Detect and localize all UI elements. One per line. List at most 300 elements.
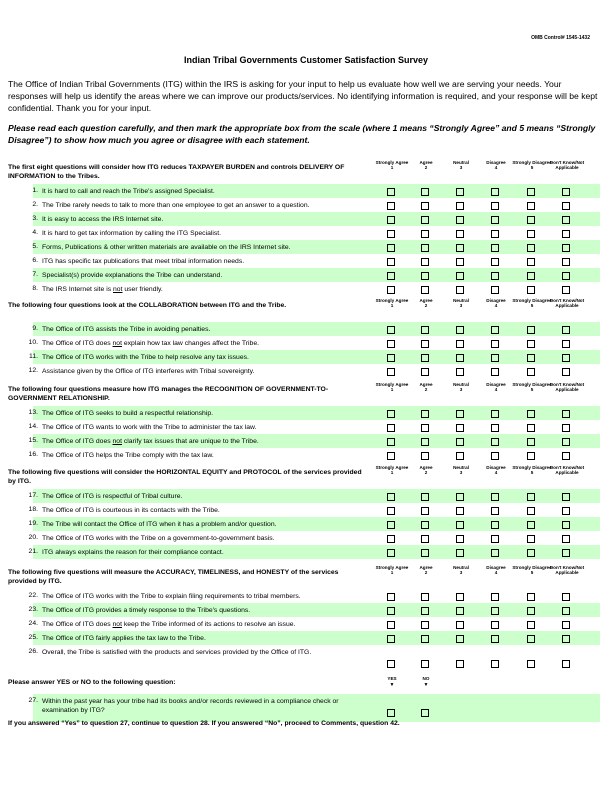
checkbox-strongly-agree[interactable] — [387, 635, 395, 643]
checkbox-strongly-disagree[interactable] — [527, 354, 535, 362]
question-number: 25. — [28, 634, 38, 641]
checkbox-strongly-agree[interactable] — [387, 535, 395, 543]
checkbox-neutral[interactable] — [456, 216, 464, 224]
text-segment: keep the Tribe informed of its actions to resolve an issue. — [121, 621, 296, 628]
checkbox-neutral[interactable] — [456, 521, 464, 529]
question-number: 15. — [28, 437, 38, 444]
checkbox-neutral[interactable] — [456, 535, 464, 543]
checkbox-agree[interactable] — [421, 535, 429, 543]
column-label: Strongly Disagree — [512, 298, 552, 303]
checkbox-strongly-agree[interactable] — [387, 607, 395, 615]
section-title: The first eight questions will consider how ITG reduces TAXPAYER BURDEN and controls DELIVERY OF INFORMATION to the Tribes. — [8, 164, 345, 180]
checkbox-strongly-disagree[interactable] — [527, 424, 535, 432]
checkbox-neutral[interactable] — [456, 340, 464, 348]
column-label: Don't Know/Not Applicable — [549, 465, 585, 476]
text-segment: The Office of ITG seeks to build a respectful relationship. — [42, 410, 214, 417]
omb-control-number: OMB Control# 1545-1432 — [531, 35, 590, 41]
checkbox-strongly-agree[interactable] — [387, 507, 395, 515]
question-number: 11. — [29, 353, 38, 360]
checkbox-agree[interactable] — [421, 368, 429, 376]
checkbox-agree[interactable] — [421, 438, 429, 446]
section-header — [0, 565, 612, 589]
checkbox-dont-know[interactable] — [562, 507, 570, 515]
checkbox-strongly-agree[interactable] — [387, 188, 395, 196]
checkbox-dont-know[interactable] — [562, 424, 570, 432]
column-number: 2 — [424, 570, 428, 576]
question-text — [42, 353, 372, 362]
checkbox-disagree[interactable] — [491, 258, 499, 266]
checkbox-dont-know[interactable] — [562, 188, 570, 196]
column-label: Strongly Disagree — [512, 565, 552, 570]
checkbox-disagree[interactable] — [491, 535, 499, 543]
yes-no-header — [0, 674, 612, 694]
question-text — [42, 339, 372, 348]
checkbox-strongly-agree[interactable] — [387, 452, 395, 460]
question-number: 8. — [32, 285, 38, 292]
column-label: Strongly Agree — [375, 565, 409, 570]
column-number: 5 — [530, 570, 534, 576]
checkbox-strongly-disagree[interactable] — [527, 635, 535, 643]
column-number: 3 — [459, 470, 463, 476]
checkbox-disagree[interactable] — [491, 188, 499, 196]
text-segment: The Office of ITG does — [42, 340, 113, 347]
question-row — [0, 617, 612, 631]
checkbox-neutral[interactable] — [456, 188, 464, 196]
checkbox-agree[interactable] — [421, 607, 429, 615]
survey-section — [0, 298, 612, 378]
checkbox-dont-know[interactable] — [562, 340, 570, 348]
question-number: 18. — [28, 506, 38, 513]
checkbox-neutral[interactable] — [456, 410, 464, 418]
checkbox-strongly-disagree[interactable] — [527, 326, 535, 334]
checkbox-dont-know[interactable] — [562, 258, 570, 266]
checkbox-neutral[interactable] — [456, 438, 464, 446]
text-segment: It is easy to access the IRS Internet site. — [42, 216, 164, 223]
column-label: Agree — [419, 465, 433, 470]
checkbox-agree[interactable] — [421, 244, 429, 252]
yes-checkbox[interactable] — [387, 709, 395, 717]
column-number: 4 — [494, 387, 498, 393]
question-row — [0, 420, 612, 434]
checkbox-neutral[interactable] — [456, 621, 464, 629]
question-number: 27. — [28, 697, 38, 704]
checkbox-strongly-disagree[interactable] — [527, 410, 535, 418]
column-label: Disagree — [486, 565, 506, 570]
checkbox-dont-know[interactable] — [562, 660, 570, 668]
column-header-disagree — [476, 565, 516, 575]
underlined-word: not — [112, 340, 122, 347]
checkbox-dont-know[interactable] — [562, 452, 570, 460]
checkbox-strongly-disagree[interactable] — [527, 230, 535, 238]
checkbox-neutral[interactable] — [456, 202, 464, 210]
column-number: 1 — [390, 387, 394, 393]
column-header-dont-know — [547, 160, 587, 170]
question-row — [0, 364, 612, 378]
checkbox-agree[interactable] — [421, 507, 429, 515]
yes-label: YES — [387, 676, 397, 681]
question-row — [0, 212, 612, 226]
question-row — [0, 517, 612, 531]
question-text — [42, 534, 372, 543]
checkbox-agree[interactable] — [421, 593, 429, 601]
checkbox-dont-know[interactable] — [562, 521, 570, 529]
checkbox-strongly-agree[interactable] — [387, 340, 395, 348]
checkbox-strongly-disagree[interactable] — [527, 368, 535, 376]
checkbox-strongly-agree[interactable] — [387, 621, 395, 629]
checkbox-agree[interactable] — [421, 340, 429, 348]
question-row — [0, 448, 612, 462]
question-text — [42, 451, 372, 460]
checkbox-dont-know[interactable] — [562, 272, 570, 280]
checkbox-strongly-agree[interactable] — [387, 424, 395, 432]
checkbox-disagree[interactable] — [491, 493, 499, 501]
text-segment: The Office of ITG works with the Tribe on a government-to-government basis. — [42, 535, 275, 542]
checkbox-dont-know[interactable] — [562, 549, 570, 557]
question-number: 7. — [32, 271, 38, 278]
checkbox-agree[interactable] — [421, 286, 429, 294]
question-text — [42, 520, 372, 529]
checkbox-strongly-agree[interactable] — [387, 549, 395, 557]
checkbox-agree[interactable] — [421, 521, 429, 529]
checkbox-dont-know[interactable] — [562, 230, 570, 238]
column-number: 1 — [390, 303, 394, 309]
checkbox-disagree[interactable] — [491, 621, 499, 629]
section-title: The following four questions measure how ITG manages the RECOGNITION OF GOVERNMENT-TO-GOVERNMENT RELATIONSHIP. — [8, 386, 329, 402]
checkbox-neutral[interactable] — [456, 507, 464, 515]
checkbox-dont-know[interactable] — [562, 410, 570, 418]
checkbox-dont-know[interactable] — [562, 621, 570, 629]
text-segment: The Office of ITG helps the Tribe comply with the tax law. — [42, 452, 214, 459]
checkbox-neutral[interactable] — [456, 244, 464, 252]
checkbox-disagree[interactable] — [491, 326, 499, 334]
checkbox-agree[interactable] — [421, 452, 429, 460]
checkbox-neutral[interactable] — [456, 635, 464, 643]
question-row — [0, 434, 612, 448]
question-row — [0, 531, 612, 545]
question-row — [0, 184, 612, 198]
column-label: Neutral — [453, 382, 469, 387]
checkbox-strongly-disagree[interactable] — [527, 507, 535, 515]
checkbox-dont-know[interactable] — [562, 216, 570, 224]
checkbox-agree[interactable] — [421, 493, 429, 501]
checkbox-neutral[interactable] — [456, 326, 464, 334]
column-header-agree — [406, 160, 446, 170]
yes-column-header — [382, 676, 402, 688]
checkbox-strongly-agree[interactable] — [387, 272, 395, 280]
column-header-agree — [406, 298, 446, 308]
question-text — [42, 409, 372, 418]
checkbox-strongly-agree[interactable] — [387, 368, 395, 376]
checkbox-strongly-agree[interactable] — [387, 493, 395, 501]
checkbox-dont-know[interactable] — [562, 635, 570, 643]
checkbox-agree[interactable] — [421, 660, 429, 668]
checkbox-strongly-disagree[interactable] — [527, 438, 535, 446]
question-number: 1. — [32, 187, 38, 194]
survey-section — [0, 160, 612, 296]
column-header-agree — [406, 382, 446, 392]
column-number: 1 — [390, 570, 394, 576]
down-arrow-icon: ▼ — [389, 682, 395, 688]
checkbox-agree[interactable] — [421, 549, 429, 557]
column-number: 4 — [494, 165, 498, 171]
checkbox-disagree[interactable] — [491, 286, 499, 294]
checkbox-disagree[interactable] — [491, 424, 499, 432]
checkbox-strongly-agree[interactable] — [387, 521, 395, 529]
checkbox-neutral[interactable] — [456, 354, 464, 362]
checkbox-disagree[interactable] — [491, 354, 499, 362]
question-number: 20. — [28, 534, 38, 541]
checkbox-strongly-agree[interactable] — [387, 202, 395, 210]
question-number: 21. — [28, 548, 38, 555]
column-label: Strongly Disagree — [512, 465, 552, 470]
question-text — [42, 620, 372, 629]
section-header — [0, 298, 612, 322]
text-segment: The Office of ITG wants to work with the Tribe to administer the tax law. — [42, 424, 257, 431]
text-segment: The Office of ITG provides a timely response to the Tribe's questions. — [42, 607, 251, 614]
question-number: 14. — [28, 423, 38, 430]
no-checkbox[interactable] — [421, 709, 429, 717]
text-segment: The Office of ITG is respectful of Tribal culture. — [42, 493, 183, 500]
question-text — [42, 257, 372, 266]
underlined-word: not — [113, 286, 123, 293]
question-number: 10. — [28, 339, 38, 346]
survey-section — [0, 465, 612, 559]
checkbox-agree[interactable] — [421, 621, 429, 629]
column-number: 2 — [424, 165, 428, 171]
checkbox-strongly-disagree[interactable] — [527, 244, 535, 252]
checkbox-neutral[interactable] — [456, 230, 464, 238]
checkbox-dont-know[interactable] — [562, 607, 570, 615]
question-text — [42, 187, 372, 196]
question-row — [0, 589, 612, 603]
checkbox-disagree[interactable] — [491, 216, 499, 224]
text-segment: It is hard to get tax information by calling the ITG Specialist. — [42, 230, 222, 237]
checkbox-neutral[interactable] — [456, 660, 464, 668]
column-header-disagree — [476, 298, 516, 308]
checkbox-dont-know[interactable] — [562, 286, 570, 294]
text-segment: The Office of ITG assists the Tribe in avoiding penalties. — [42, 326, 211, 333]
column-header-strongly-disagree — [512, 298, 552, 308]
column-label: Don't Know/Not Applicable — [549, 160, 585, 171]
question-number: 19. — [28, 520, 38, 527]
question-number: 22. — [28, 592, 38, 599]
checkbox-neutral[interactable] — [456, 368, 464, 376]
question-number: 13. — [28, 409, 38, 416]
checkbox-disagree[interactable] — [491, 272, 499, 280]
column-label: Don't Know/Not Applicable — [549, 382, 585, 393]
question-number: 16. — [28, 451, 38, 458]
checkbox-dont-know[interactable] — [562, 244, 570, 252]
checkbox-strongly-disagree[interactable] — [527, 340, 535, 348]
checkbox-agree[interactable] — [421, 272, 429, 280]
checkbox-disagree[interactable] — [491, 635, 499, 643]
checkbox-disagree[interactable] — [491, 593, 499, 601]
question-number: 4. — [32, 229, 38, 236]
checkbox-strongly-agree[interactable] — [387, 326, 395, 334]
question-text — [42, 423, 372, 432]
checkbox-strongly-disagree[interactable] — [527, 593, 535, 601]
column-number: 5 — [530, 303, 534, 309]
checkbox-strongly-disagree[interactable] — [527, 202, 535, 210]
column-number: 5 — [530, 165, 534, 171]
checkbox-strongly-disagree[interactable] — [527, 607, 535, 615]
column-label: Agree — [419, 565, 433, 570]
question-row — [0, 645, 612, 673]
text-segment: The Office of ITG is courteous in its contacts with the Tribe. — [42, 507, 220, 514]
checkbox-strongly-disagree[interactable] — [527, 660, 535, 668]
checkbox-strongly-agree[interactable] — [387, 593, 395, 601]
column-label: Neutral — [453, 160, 469, 165]
column-header-disagree — [476, 465, 516, 475]
checkbox-agree[interactable] — [421, 635, 429, 643]
question-text — [42, 606, 372, 615]
checkbox-neutral[interactable] — [456, 593, 464, 601]
column-header-agree — [406, 565, 446, 575]
checkbox-disagree[interactable] — [491, 521, 499, 529]
checkbox-disagree[interactable] — [491, 507, 499, 515]
checkbox-neutral[interactable] — [456, 272, 464, 280]
checkbox-strongly-disagree[interactable] — [527, 272, 535, 280]
checkbox-agree[interactable] — [421, 188, 429, 196]
question-text — [42, 325, 372, 334]
column-number: 2 — [424, 387, 428, 393]
question-number: 17. — [28, 492, 38, 499]
question-row — [0, 503, 612, 517]
checkbox-strongly-disagree[interactable] — [527, 286, 535, 294]
checkbox-neutral[interactable] — [456, 424, 464, 432]
column-label: Strongly Agree — [375, 160, 409, 165]
column-label: Strongly Agree — [375, 465, 409, 470]
question-number: 26. — [28, 648, 38, 655]
column-label: Neutral — [453, 298, 469, 303]
column-header-neutral — [441, 465, 481, 475]
text-segment: Forms, Publications & other written materials are available on the IRS Internet site. — [42, 244, 291, 251]
column-number: 4 — [494, 303, 498, 309]
checkbox-dont-know[interactable] — [562, 354, 570, 362]
checkbox-strongly-disagree[interactable] — [527, 493, 535, 501]
question-number: 24. — [28, 620, 38, 627]
checkbox-strongly-disagree[interactable] — [527, 452, 535, 460]
checkbox-dont-know[interactable] — [562, 535, 570, 543]
column-header-disagree — [476, 160, 516, 170]
question-row — [0, 268, 612, 282]
checkbox-dont-know[interactable] — [562, 326, 570, 334]
column-number: 3 — [459, 387, 463, 393]
checkbox-neutral[interactable] — [456, 258, 464, 266]
column-label: Strongly Disagree — [512, 382, 552, 387]
checkbox-disagree[interactable] — [491, 244, 499, 252]
column-label: Don't Know/Not Applicable — [549, 565, 585, 576]
checkbox-strongly-disagree[interactable] — [527, 521, 535, 529]
checkbox-strongly-agree[interactable] — [387, 230, 395, 238]
question-row — [0, 406, 612, 420]
checkbox-agree[interactable] — [421, 230, 429, 238]
checkbox-neutral[interactable] — [456, 493, 464, 501]
checkbox-disagree[interactable] — [491, 607, 499, 615]
checkbox-disagree[interactable] — [491, 660, 499, 668]
checkbox-agree[interactable] — [421, 326, 429, 334]
underlined-word: not — [112, 438, 122, 445]
question-text — [42, 437, 372, 446]
column-header-strongly-disagree — [512, 465, 552, 475]
checkbox-agree[interactable] — [421, 258, 429, 266]
page-title: Indian Tribal Governments Customer Satisfaction Survey — [183, 55, 429, 65]
checkbox-disagree[interactable] — [491, 340, 499, 348]
checkbox-dont-know[interactable] — [562, 593, 570, 601]
checkbox-agree[interactable] — [421, 410, 429, 418]
question-text — [42, 492, 372, 501]
checkbox-strongly-disagree[interactable] — [527, 535, 535, 543]
checkbox-disagree[interactable] — [491, 202, 499, 210]
column-header-strongly-disagree — [512, 160, 552, 170]
question-text — [42, 285, 372, 294]
column-number: 3 — [459, 165, 463, 171]
column-header-strongly-disagree — [512, 565, 552, 575]
checkbox-strongly-agree[interactable] — [387, 354, 395, 362]
checkbox-neutral[interactable] — [456, 452, 464, 460]
underlined-word: not — [112, 621, 122, 628]
column-header-dont-know — [547, 298, 587, 308]
checkbox-strongly-agree[interactable] — [387, 286, 395, 294]
checkbox-agree[interactable] — [421, 202, 429, 210]
checkbox-neutral[interactable] — [456, 286, 464, 294]
checkbox-neutral[interactable] — [456, 607, 464, 615]
intro-paragraph: The Office of Indian Tribal Governments (ITG) within the IRS is asking for your input to help us evaluate how well we are serving your needs. Your responses will help us identify the areas where we can improve our products/services. No identifying information is required, and your response will be kept confidential. Thank you for your input. — [8, 79, 598, 113]
checkbox-disagree[interactable] — [491, 410, 499, 418]
question-text — [42, 634, 372, 643]
checkbox-strongly-agree[interactable] — [387, 258, 395, 266]
checkbox-agree[interactable] — [421, 424, 429, 432]
question-text — [42, 229, 372, 238]
text-segment: The Office of ITG works with the Tribe to help resolve any tax issues. — [42, 354, 249, 361]
checkbox-strongly-agree[interactable] — [387, 216, 395, 224]
checkbox-strongly-disagree[interactable] — [527, 621, 535, 629]
checkbox-disagree[interactable] — [491, 368, 499, 376]
column-label: Disagree — [486, 382, 506, 387]
checkbox-dont-know[interactable] — [562, 202, 570, 210]
checkbox-dont-know[interactable] — [562, 438, 570, 446]
checkbox-strongly-agree[interactable] — [387, 410, 395, 418]
survey-section — [0, 382, 612, 462]
checkbox-disagree[interactable] — [491, 452, 499, 460]
checkbox-strongly-agree[interactable] — [387, 438, 395, 446]
text-segment: Specialist(s) provide explanations the Tribe can understand. — [42, 272, 223, 279]
column-number: 1 — [390, 470, 394, 476]
checkbox-agree[interactable] — [421, 354, 429, 362]
question-row-27 — [0, 694, 612, 722]
checkbox-neutral[interactable] — [456, 549, 464, 557]
checkbox-disagree[interactable] — [491, 230, 499, 238]
checkbox-strongly-agree[interactable] — [387, 660, 395, 668]
checkbox-strongly-disagree[interactable] — [527, 216, 535, 224]
checkbox-disagree[interactable] — [491, 438, 499, 446]
checkbox-dont-know[interactable] — [562, 368, 570, 376]
column-header-neutral — [441, 298, 481, 308]
column-label: Disagree — [486, 465, 506, 470]
question-row — [0, 603, 612, 617]
text-segment: The Office of ITG does — [42, 438, 113, 445]
text-segment: The Office of ITG works with the Tribe to explain filing requirements to tribal members. — [42, 593, 301, 600]
checkbox-agree[interactable] — [421, 216, 429, 224]
column-header-dont-know — [547, 382, 587, 392]
checkbox-strongly-disagree[interactable] — [527, 188, 535, 196]
checkbox-strongly-disagree[interactable] — [527, 549, 535, 557]
checkbox-disagree[interactable] — [491, 549, 499, 557]
checkbox-dont-know[interactable] — [562, 493, 570, 501]
column-header-agree — [406, 465, 446, 475]
checkbox-strongly-agree[interactable] — [387, 244, 395, 252]
checkbox-strongly-disagree[interactable] — [527, 258, 535, 266]
